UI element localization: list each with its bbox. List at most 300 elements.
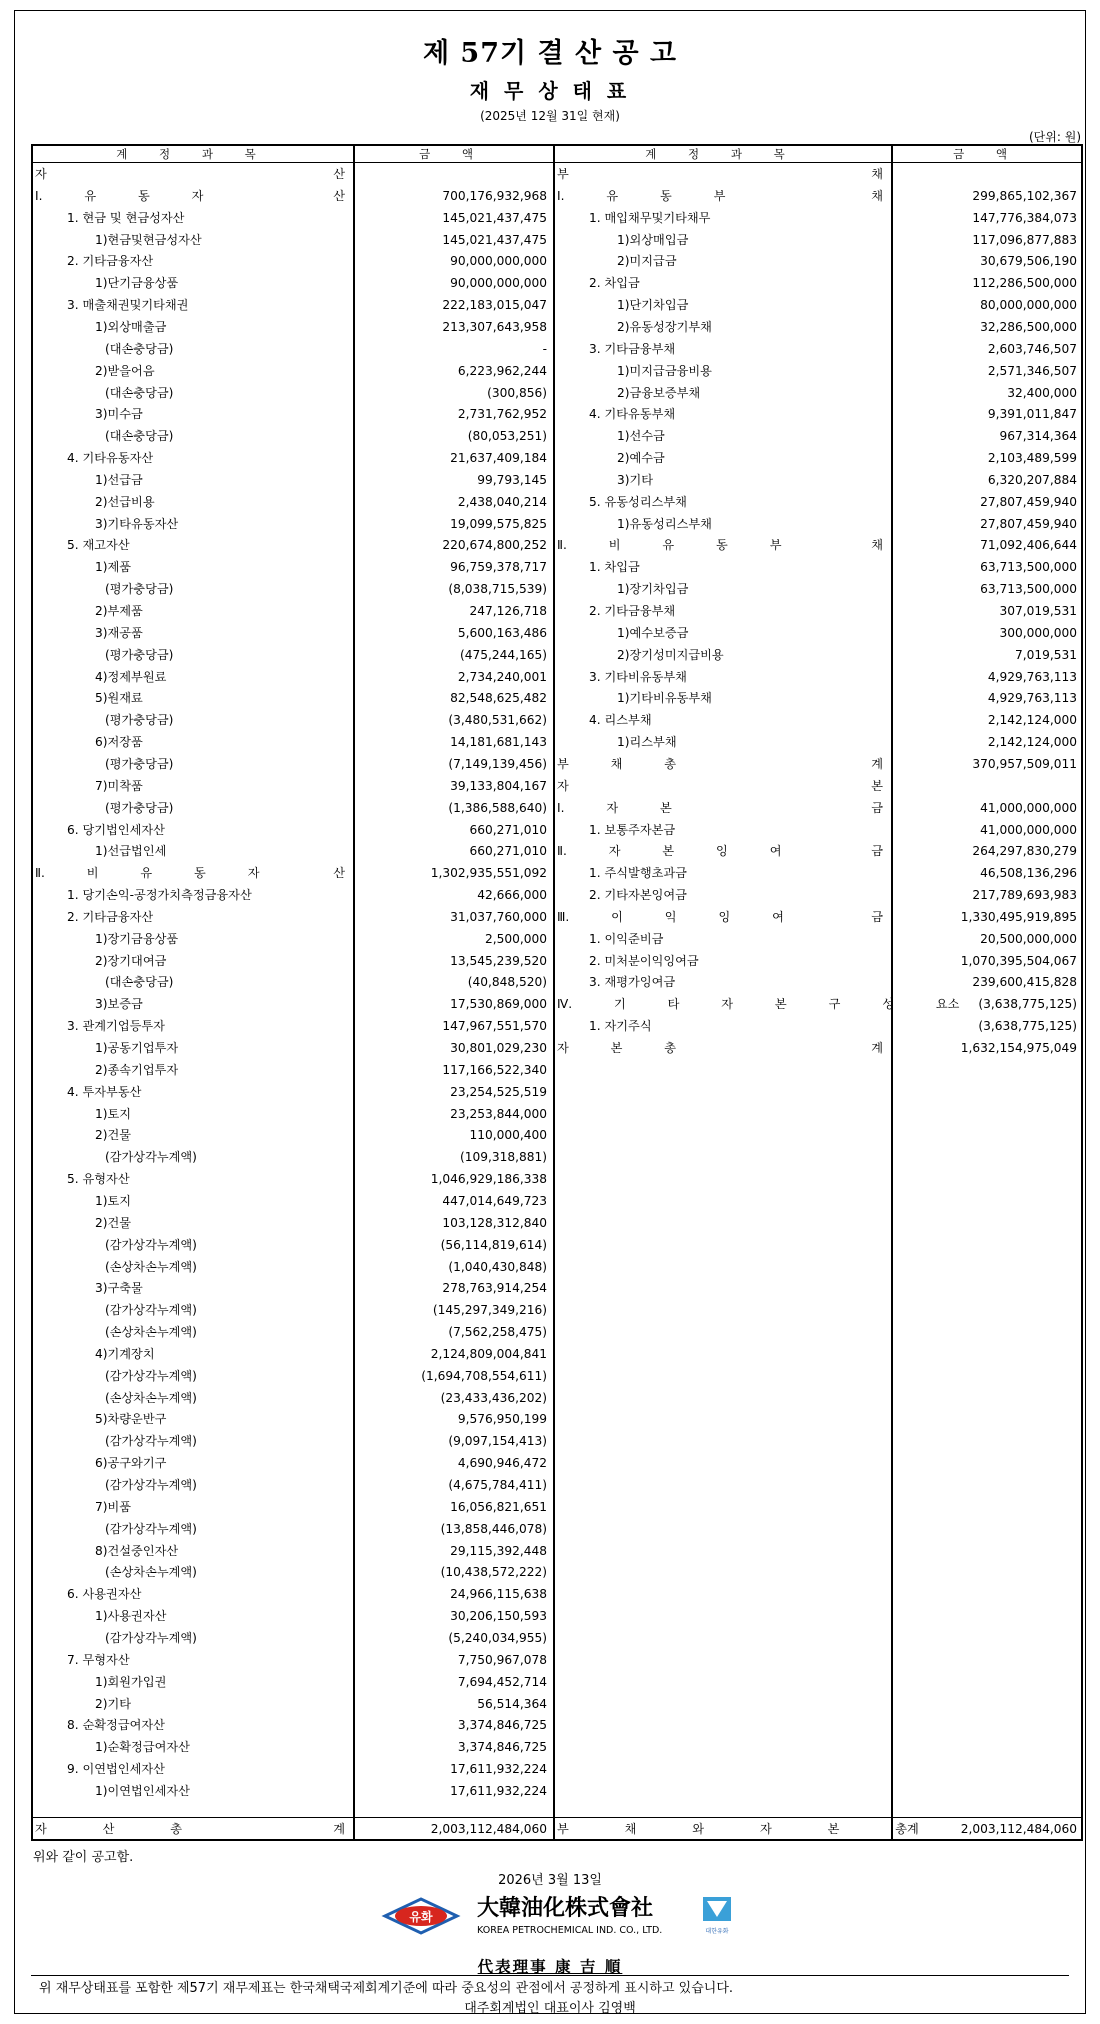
assets-amount: 2,124,809,004,841 [430, 1346, 547, 1361]
assets-account-name: 1)사용권자산 [95, 1609, 167, 1624]
liab-amount: 27,807,459,940 [980, 494, 1077, 509]
liab-row [33, 644, 1083, 666]
liab-row [33, 469, 1083, 491]
liab-row [33, 207, 1083, 229]
liab-amount: 264,297,830,279 [972, 844, 1077, 859]
assets-account-name: (감가상각누계액) [105, 1630, 197, 1645]
liab-amount: 370,957,509,011 [972, 756, 1077, 771]
assets-row [33, 1693, 1083, 1715]
assets-amount: 2,734,240,001 [457, 669, 547, 684]
liab-total-amount: 2,003,112,484,060 [960, 1822, 1077, 1836]
assets-account-name: (평가충당금) [105, 756, 174, 771]
assets-amount: 90,000,000,000 [450, 254, 547, 269]
assets-row [33, 1430, 1083, 1452]
assets-amount: 4,690,946,472 [457, 1456, 547, 1471]
assets-amount: (9,097,154,413) [448, 1434, 547, 1449]
liab-amount: 30,679,506,190 [980, 254, 1077, 269]
assets-row [33, 1474, 1083, 1496]
liab-section-suffix: 본 [871, 778, 883, 793]
assets-row [33, 1671, 1083, 1693]
assets-amount: 42,666,000 [477, 888, 547, 903]
assets-account-name: 3. 매출채권및기타채권 [67, 298, 189, 313]
header-account-left: 계 정 과 목 [33, 146, 353, 163]
assets-amount: 39,133,804,167 [450, 778, 547, 793]
page-title: 제 57기 결 산 공 고 [422, 38, 678, 69]
liab-row [33, 338, 1083, 360]
liab-amount: 2,603,746,507 [987, 341, 1077, 356]
liab-row [33, 906, 1083, 928]
assets-amount: 29,115,392,448 [450, 1543, 547, 1558]
assets-amount: 7,694,452,714 [457, 1674, 547, 1689]
assets-amount: 19,099,575,825 [450, 516, 547, 531]
assets-account-name: (손상차손누계액) [105, 1390, 197, 1405]
logo-badge-text: 유화 [409, 1910, 433, 1924]
liab-amount: 239,600,415,828 [972, 975, 1077, 990]
liab-amount: (3,638,775,125) [978, 997, 1077, 1012]
liab-amount: 967,314,364 [999, 429, 1077, 444]
assets-amount: 213,307,643,958 [442, 319, 547, 334]
assets-amount: 23,253,844,000 [450, 1106, 547, 1121]
assets-row [33, 1583, 1083, 1605]
liab-section-label: Ⅱ. 비 유 동 부 [557, 538, 782, 553]
liab-section-suffix: 채 [871, 167, 883, 181]
assets-account-name: 1)단기금융상품 [95, 276, 179, 291]
assets-amount: 278,763,914,254 [442, 1281, 547, 1296]
liab-section-suffix: 금 [871, 909, 883, 924]
assets-amount: 110,000,400 [469, 1128, 547, 1143]
assets-amount: 16,056,821,651 [450, 1499, 547, 1514]
assets-row [33, 1212, 1083, 1234]
svg-text:대한유화: 대한유화 [705, 1928, 729, 1935]
assets-amount: 17,530,869,000 [450, 997, 547, 1012]
assets-account-name: 3)재공품 [95, 625, 143, 640]
assets-amount: 82,548,625,482 [450, 691, 547, 706]
assets-account-name: 5)차량운반구 [95, 1412, 167, 1427]
liab-account-name: 2)미지급금 [617, 254, 677, 269]
assets-account-name: 4)정제부원료 [95, 669, 167, 684]
assets-account-name: (평가충당금) [105, 647, 174, 662]
liab-row [33, 294, 1083, 316]
assets-account-name: 3)구축물 [95, 1281, 143, 1296]
liab-amount: 7,019,531 [1014, 647, 1077, 662]
assets-amount: (40,848,520) [467, 975, 547, 990]
assets-amount: 13,545,239,520 [450, 953, 547, 968]
liab-section-label: Ⅰ. 유 동 부 [557, 188, 726, 203]
assets-account-name: 7)비품 [95, 1499, 132, 1514]
assets-amount: 90,000,000,000 [450, 276, 547, 291]
assets-account-name: (감가상각누계액) [105, 1237, 197, 1252]
liab-row [33, 163, 1083, 185]
assets-row [33, 1124, 1083, 1146]
assets-amount: 30,206,150,593 [450, 1609, 547, 1624]
unit-label: (단위: 원) [1029, 130, 1081, 144]
assets-account-name: 1)회원가입권 [95, 1674, 167, 1689]
liab-account-name: 2)유동성장기부채 [617, 319, 712, 334]
assets-account-name: 9. 이연법인세자산 [67, 1762, 165, 1777]
liab-section-label: 자 [557, 778, 569, 793]
assets-amount: 2,500,000 [484, 931, 547, 946]
assets-account-name: 2)기타 [95, 1696, 132, 1711]
liab-row [33, 229, 1083, 251]
liab-row [33, 425, 1083, 447]
assets-amount: 7,750,967,078 [457, 1652, 547, 1667]
assets-row [33, 1714, 1083, 1736]
assets-amount: 23,254,525,519 [450, 1084, 547, 1099]
assets-row [33, 1146, 1083, 1168]
liab-amount: 27,807,459,940 [980, 516, 1077, 531]
liab-row [33, 534, 1083, 556]
assets-amount: - [542, 341, 547, 356]
liab-account-name: 2. 기타자본잉여금 [589, 888, 687, 903]
assets-total-amount: 2,003,112,484,060 [430, 1822, 547, 1836]
liab-amount: 2,142,124,000 [987, 713, 1077, 728]
assets-amount: (1,694,708,554,611) [421, 1368, 547, 1383]
assets-amount: 1,302,935,551,092 [430, 866, 547, 881]
liab-section-suffix: 채 [871, 188, 883, 203]
liab-row [33, 862, 1083, 884]
assets-amount: 30,801,029,230 [450, 1041, 547, 1055]
liab-account-name: 1)외상매입금 [617, 232, 689, 247]
assets-account-name: 3)기타유동자산 [95, 516, 179, 531]
assets-account-name: 2)장기대여금 [95, 953, 167, 968]
liab-row [33, 840, 1083, 862]
assets-amount: 5,600,163,486 [457, 625, 547, 640]
assets-account-name: 6. 사용권자산 [67, 1587, 142, 1602]
assets-row [33, 1736, 1083, 1758]
liab-row [33, 993, 1083, 1015]
liab-amount: 300,000,000 [999, 625, 1077, 640]
assets-account-name: 5)원재료 [95, 691, 143, 706]
assets-amount: 3,374,846,725 [457, 1740, 547, 1755]
liab-amount: 2,103,489,599 [987, 451, 1077, 466]
assets-account-name: (평가충당금) [105, 582, 174, 597]
assets-account-name: 2)선급비용 [95, 494, 155, 509]
assets-amount: 2,438,040,214 [457, 494, 547, 509]
liab-account-name: 2. 미처분이익잉여금 [589, 953, 699, 968]
liab-amount: 32,286,500,000 [980, 319, 1077, 334]
liab-section-label: 자 본 총 [557, 1041, 677, 1055]
company-logo [385, 1891, 805, 1941]
assets-amount: 660,271,010 [469, 822, 547, 837]
liab-section-suffix: 채 [871, 538, 883, 553]
assets-account-name: (손상차손누계액) [105, 1325, 197, 1340]
assets-amount: (109,318,881) [459, 1150, 547, 1165]
liab-total-row [33, 1817, 1083, 1840]
assets-amount: 145,021,437,475 [442, 210, 547, 225]
assets-account-name: (손상차손누계액) [105, 1565, 197, 1580]
assets-section-label: 자 [35, 167, 47, 181]
assets-row [33, 1190, 1083, 1212]
liab-account-name [557, 840, 883, 862]
assets-amount: (7,149,139,456) [448, 756, 547, 771]
assets-amount: 2,731,762,952 [457, 407, 547, 422]
audit-opinion: 위 재무상태표를 포함한 제57기 재무제표는 한국채택국제회계기준에 따라 중요성의 관점에서 공정하게 표시하고 있습니다. [39, 1981, 734, 1996]
liab-account-name: 1. 주식발행초과금 [589, 866, 687, 881]
liab-amount: (3,638,775,125) [978, 1019, 1077, 1034]
logo-company-cjk: 大韓油化株式會社 [477, 1895, 654, 1921]
assets-section-label: Ⅰ. 유 동 자 [35, 188, 204, 203]
assets-row [33, 1496, 1083, 1518]
assets-account-name: 2. 기타금융자산 [67, 909, 154, 924]
assets-amount: 17,611,932,224 [450, 1783, 547, 1798]
liab-amount: 2,142,124,000 [987, 735, 1077, 750]
assets-amount: (3,480,531,662) [448, 713, 547, 728]
balance-sheet-table [31, 144, 1083, 1841]
assets-account-name: 2)건물 [95, 1128, 132, 1143]
assets-account-name: (감가상각누계액) [105, 1303, 197, 1318]
liab-amount: 6,320,207,884 [987, 472, 1077, 487]
liab-amount: 4,929,763,113 [987, 691, 1077, 706]
assets-amount: 3,374,846,725 [457, 1718, 547, 1733]
assets-account-name: 1)이연법인세자산 [95, 1783, 190, 1798]
liab-account-name [557, 797, 883, 819]
assets-account-name: (대손충당금) [105, 385, 174, 400]
liab-account-name [557, 534, 883, 556]
assets-account-name: 8. 순확정급여자산 [67, 1718, 165, 1733]
assets-account-name: 5. 유형자산 [67, 1172, 130, 1187]
liab-account-name: 1)예수보증금 [617, 625, 689, 640]
assets-row [33, 1059, 1083, 1081]
liab-account-name: 2)예수금 [617, 451, 665, 466]
liab-section-label: Ⅱ. 자 본 잉 여 [557, 844, 782, 859]
assets-row [33, 1321, 1083, 1343]
liab-amount: 307,019,531 [999, 604, 1077, 618]
assets-account-name: 1)제품 [95, 560, 132, 575]
assets-account-name: 2)부제품 [95, 604, 143, 618]
assets-account-name: 8)건설중인자산 [95, 1543, 179, 1558]
liab-amount: 63,713,500,000 [980, 560, 1077, 575]
liab-row [33, 1015, 1083, 1037]
assets-account-name: 1)토지 [95, 1106, 132, 1121]
liab-row [33, 709, 1083, 731]
ceo-signature: 代表理事 康 吉 順 [477, 1957, 623, 1976]
assets-amount: 103,128,312,840 [442, 1215, 547, 1230]
assets-row [33, 1299, 1083, 1321]
assets-account-name: 2)받을어음 [95, 363, 155, 378]
liab-row [33, 928, 1083, 950]
liab-account-name: 4. 기타유동부채 [589, 407, 676, 422]
assets-account-name: (평가충당금) [105, 800, 174, 815]
liab-total-label: 부 채 와 자 본 총 계 [557, 1822, 919, 1836]
assets-account-name: 7. 무형자산 [67, 1652, 130, 1667]
liab-account-name [557, 906, 883, 928]
assets-row [33, 1452, 1083, 1474]
assets-account-name: 6)저장품 [95, 735, 143, 750]
assets-section-suffix: 산 [333, 188, 345, 203]
assets-row [33, 1081, 1083, 1103]
liab-row [33, 272, 1083, 294]
liab-amount: 46,508,136,296 [980, 866, 1077, 881]
liab-row [33, 753, 1083, 775]
liab-account-name: 1)리스부채 [617, 735, 677, 750]
assets-section-label: Ⅱ. 비 유 동 자 [35, 866, 260, 881]
assets-account-name: 6. 당기법인세자산 [67, 822, 165, 837]
assets-amount: 660,271,010 [469, 844, 547, 859]
liab-section-suffix: 계 [871, 1041, 883, 1055]
liab-amount: 9,391,011,847 [987, 407, 1077, 422]
liab-account-name: 2. 기타금융부채 [589, 604, 676, 618]
assets-account-name: 1)장기금융상품 [95, 931, 179, 946]
liab-row [33, 666, 1083, 688]
liab-account-name: 2)금융보증부채 [617, 385, 701, 400]
liab-account-name [557, 993, 960, 1015]
assets-amount: 9,576,950,199 [457, 1412, 547, 1427]
liab-row [33, 819, 1083, 841]
assets-amount: 24,966,115,638 [450, 1587, 547, 1602]
assets-account-name: (감가상각누계액) [105, 1368, 197, 1383]
liab-row [33, 447, 1083, 469]
liab-account-name [557, 753, 883, 775]
liab-account-name: 3)기타 [617, 472, 654, 487]
notice-text: 위와 같이 공고함. [33, 1850, 134, 1865]
liab-amount: 80,000,000,000 [980, 298, 1077, 313]
assets-row [33, 1234, 1083, 1256]
liab-account-name: 5. 유동성리스부채 [589, 494, 687, 509]
assets-account-name: (손상차손누계액) [105, 1259, 197, 1274]
assets-row [33, 1605, 1083, 1627]
assets-row [33, 1103, 1083, 1125]
assets-amount: (145,297,349,216) [432, 1303, 547, 1318]
liab-row [33, 578, 1083, 600]
assets-account-name: 1)순확정급여자산 [95, 1740, 190, 1755]
assets-amount: 56,514,364 [477, 1696, 547, 1711]
assets-amount: 99,793,145 [477, 472, 547, 487]
liab-account-name: 1)미지급금융비용 [617, 363, 712, 378]
assets-amount: (1,386,588,640) [448, 800, 547, 815]
liab-amount: 1,632,154,975,049 [960, 1041, 1077, 1055]
assets-amount: 147,967,551,570 [442, 1019, 547, 1034]
assets-amount: (1,040,430,848) [448, 1259, 547, 1274]
assets-amount: 145,021,437,475 [442, 232, 547, 247]
liab-row [33, 971, 1083, 993]
assets-account-name: (대손충당금) [105, 975, 174, 990]
assets-account-name: 4)기계장치 [95, 1346, 155, 1361]
liab-account-name [557, 775, 883, 797]
liab-row [33, 491, 1083, 513]
assets-amount: 21,637,409,184 [450, 451, 547, 466]
assets-account-name: 1)외상매출금 [95, 319, 167, 334]
assets-amount: 247,126,718 [469, 604, 547, 618]
liab-section-label: 부 [557, 167, 569, 181]
liab-row [33, 556, 1083, 578]
liab-row [33, 950, 1083, 972]
divider [31, 1975, 1069, 1976]
liab-section-label: Ⅳ. 기 타 자 본 구 성 요 [557, 997, 948, 1012]
liab-account-name: 1. 차입금 [589, 560, 640, 575]
assets-amount: (56,114,819,614) [440, 1237, 547, 1252]
assets-amount: (7,562,258,475) [448, 1325, 547, 1340]
assets-amount: 17,611,932,224 [450, 1762, 547, 1777]
liab-amount: 4,929,763,113 [987, 669, 1077, 684]
assets-amount: 117,166,522,340 [442, 1062, 547, 1077]
assets-section-suffix: 산 [333, 866, 345, 881]
assets-row [33, 1168, 1083, 1190]
assets-row [33, 1387, 1083, 1409]
logo-company-en: KOREA PETROCHEMICAL IND. CO., LTD. [477, 1925, 663, 1936]
assets-account-name: 1)공동기업투자 [95, 1041, 179, 1055]
assets-account-name: 4. 투자부동산 [67, 1084, 142, 1099]
assets-account-name: (감가상각누계액) [105, 1434, 197, 1449]
assets-account-name: (감가상각누계액) [105, 1478, 197, 1492]
liab-account-name: 4. 리스부채 [589, 713, 652, 728]
liab-account-name: 1. 자기주식 [589, 1019, 652, 1034]
liab-amount: 299,865,102,367 [972, 188, 1077, 203]
assets-amount: (10,438,572,222) [440, 1565, 547, 1580]
liab-section-suffix: 계 [871, 756, 883, 771]
liab-account-name [557, 185, 883, 207]
assets-row [33, 1540, 1083, 1562]
liab-account-name: 3. 기타비유동부채 [589, 669, 687, 684]
assets-row [33, 1649, 1083, 1671]
liab-row [33, 884, 1083, 906]
liab-row [33, 403, 1083, 425]
liab-section-suffix: 소 [947, 997, 960, 1012]
liab-account-name: 1)기타비유동부채 [617, 691, 712, 706]
assets-row [33, 1277, 1083, 1299]
assets-amount: 96,759,378,717 [450, 560, 547, 575]
assets-amount: (80,053,251) [467, 429, 547, 444]
assets-amount: 14,181,681,143 [450, 735, 547, 750]
liab-amount: 2,571,346,507 [987, 363, 1077, 378]
liab-section-suffix: 금 [871, 800, 883, 815]
liab-account-name: 2)장기성미지급비용 [617, 647, 724, 662]
liab-account-name: 2. 차입금 [589, 276, 640, 291]
assets-account-name: 1. 현금 및 현금성자산 [67, 210, 185, 225]
assets-account-name: 2)종속기업투자 [95, 1062, 179, 1077]
assets-row [33, 1780, 1083, 1802]
assets-amount: 1,046,929,186,338 [430, 1172, 547, 1187]
header-amount-right: 금 액 [891, 146, 1083, 163]
liab-account-name: 1)장기차입금 [617, 582, 689, 597]
assets-row [33, 1518, 1083, 1540]
assets-row [33, 1256, 1083, 1278]
assets-amount: (8,038,715,539) [448, 582, 547, 597]
liab-amount: 1,070,395,504,067 [960, 953, 1077, 968]
liab-account-name: 1)유동성리스부채 [617, 516, 712, 531]
liab-amount: 41,000,000,000 [980, 800, 1077, 815]
assets-account-name: (감가상각누계액) [105, 1521, 197, 1536]
assets-account-name: 3)보증금 [95, 997, 143, 1012]
liab-account-name: 1. 매입채무및기타채무 [589, 210, 711, 225]
liab-section-label: Ⅲ. 이 익 잉 여 [557, 909, 784, 924]
liab-amount: 32,400,000 [1007, 385, 1077, 400]
assets-account-name: 1)토지 [95, 1193, 132, 1208]
liab-amount: 63,713,500,000 [980, 582, 1077, 597]
assets-account-name: 4. 기타유동자산 [67, 451, 154, 466]
liab-row [33, 1037, 1083, 1059]
assets-amount: 220,674,800,252 [442, 538, 547, 553]
liab-amount: 41,000,000,000 [980, 822, 1077, 837]
liab-account-name: 1)단기차입금 [617, 298, 689, 313]
liab-row [33, 360, 1083, 382]
assets-account-name: (대손충당금) [105, 341, 174, 356]
liab-row [33, 622, 1083, 644]
assets-row [33, 1561, 1083, 1583]
as-of-date: (2025년 12월 31일 현재) [480, 109, 620, 123]
header-account-right: 계 정 과 목 [553, 146, 891, 163]
assets-section-suffix: 산 [333, 167, 345, 181]
assets-total-label: 자 산 총 계 [35, 1822, 345, 1836]
liab-account-name [557, 163, 883, 185]
liab-section-suffix: 금 [871, 844, 883, 859]
liab-amount: 147,776,384,073 [972, 210, 1077, 225]
assets-amount: (23,433,436,202) [440, 1390, 547, 1405]
liab-amount: 217,789,693,983 [972, 888, 1077, 903]
liab-amount: 1,330,495,919,895 [960, 909, 1077, 924]
assets-row [33, 1627, 1083, 1649]
liab-row [33, 316, 1083, 338]
liab-row [33, 513, 1083, 535]
